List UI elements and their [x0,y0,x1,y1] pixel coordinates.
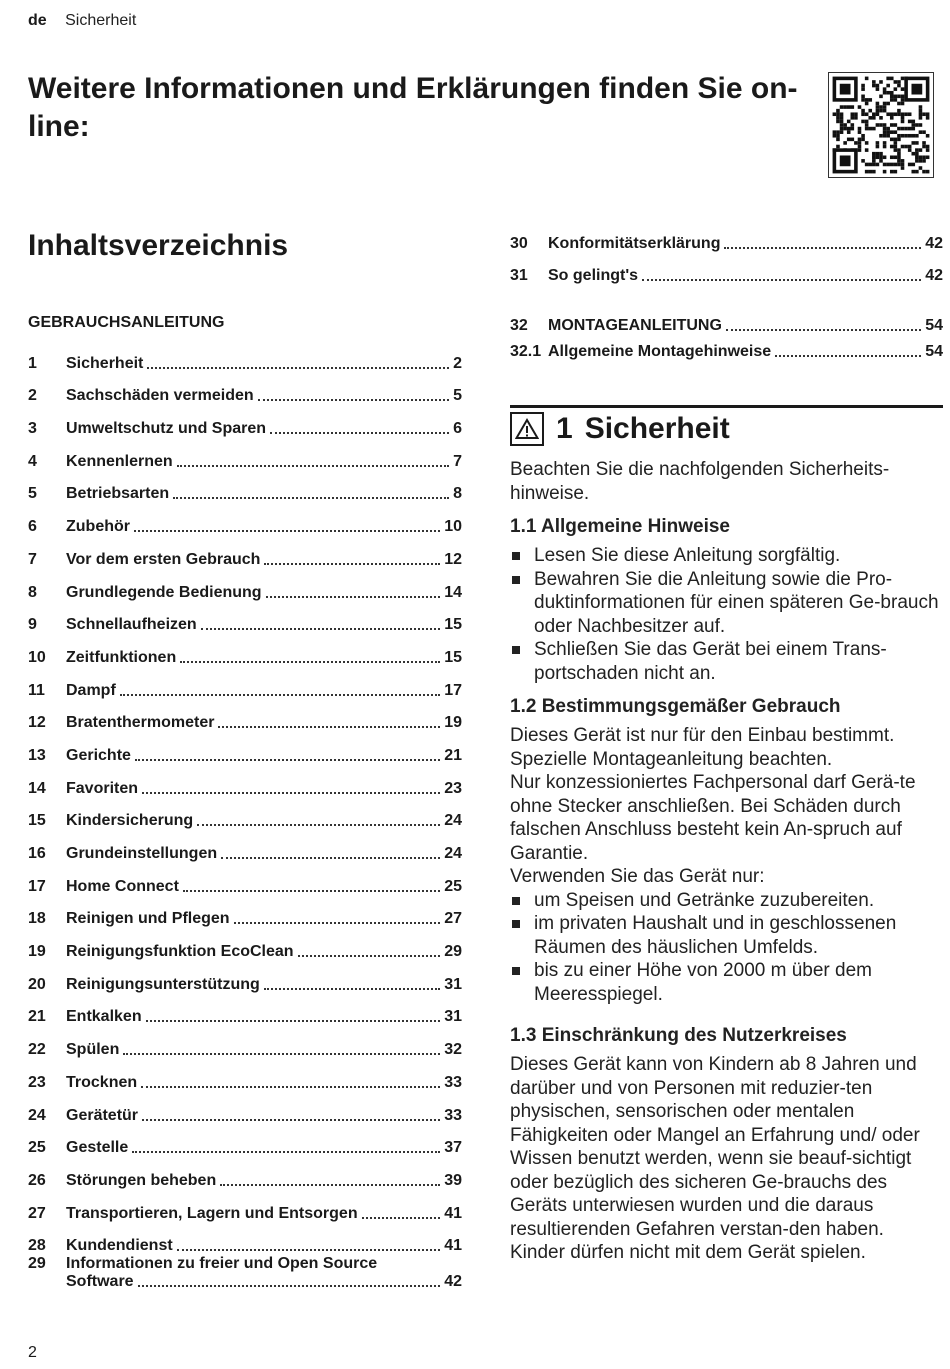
toc-title: Grundlegende Bedienung [66,583,262,601]
toc-title: Reinigungsunterstützung [66,975,260,993]
section-body [510,458,943,1265]
toc-number: 1 [28,354,37,372]
toc-leader [642,279,921,281]
toc-title: Sicherheit [66,354,144,372]
toc-row[interactable] [28,994,462,1027]
toc-title: Umweltschutz und Sparen [66,420,267,438]
toc-title: Gestelle [66,1139,129,1157]
toc-row[interactable] [28,1026,462,1059]
toc-page: 27 [444,910,462,928]
toc-number: 29 [28,1255,46,1273]
toc-leader [221,857,440,859]
toc-leader [142,792,440,794]
paragraph: Nur konzessioniertes Fachpersonal darf Gerä-te ohne Stecker anschließen. Bei Schäden durch falschen Anschluss besteht kein An-spruch auf Garantie. [510,772,916,864]
toc-title: Betriebsarten [66,485,170,503]
warning-icon [510,412,544,446]
toc-subtitle: GEBRAUCHSANLEITUNG [28,314,225,331]
toc-row[interactable] [28,830,462,863]
toc-row[interactable] [28,1125,462,1158]
toc-row[interactable] [28,602,462,635]
toc-row[interactable] [28,896,462,929]
paragraph: Dieses Gerät kann von Kindern ab 8 Jahren und darüber und von Personen mit reduzier-ten physischen, sensorischen oder mentalen Fähigkeiten oder Mangel an Erfahrung und/ oder Wissen benutzt werden, wenn sie beauf-sichtigt oder bezüglich des sicheren Ge-brauchs des Geräts unterwiesen wurden und die daraus resultierenden Gefahren verstan-den haben. [510,1054,920,1240]
toc-row[interactable] [28,1190,462,1223]
toc-leader [270,432,449,434]
toc-title: Bratenthermometer [66,714,215,732]
toc-leader [147,367,449,369]
toc-title: Kundendienst [66,1237,173,1255]
toc-leader [197,824,440,826]
toc-title: Gerätetür [66,1106,139,1124]
toc-number: 28 [28,1237,46,1255]
toc-leader [264,988,440,990]
toc-title: Gerichte [66,746,131,764]
toc-page: 8 [453,485,462,503]
toc-row[interactable] [28,634,462,667]
toc-page: 6 [453,420,462,438]
toc-number: 32 [510,317,528,335]
toc-row[interactable] [28,471,462,504]
toc-list [28,340,462,1255]
toc-row[interactable] [28,405,462,438]
toc-page: 19 [444,714,462,732]
toc-title: Inhaltsverzeichnis [28,229,289,262]
toc-page: 24 [444,812,462,830]
toc-number: 24 [28,1106,46,1124]
list-item: Bewahren Sie die Anleitung sowie die Pro-duktinformationen für einen späteren Ge-brauch oder Nachbesitzer auf. [510,568,943,639]
toc-number: 4 [28,452,37,470]
toc-row[interactable] [28,438,462,471]
toc-page: 5 [453,387,462,405]
toc-title: Kindersicherung [66,812,194,830]
toc-number: 15 [28,812,46,830]
list-item: Lesen Sie diese Anleitung sorgfältig. [510,544,943,568]
toc-page: 29 [444,943,462,961]
toc-number: 3 [28,420,37,438]
toc-number: 27 [28,1204,46,1222]
language-code: de [28,12,47,29]
toc-title: Sachschäden vermeiden [66,387,254,405]
toc-leader [135,759,440,761]
online-info-heading: Weitere Informationen und Erklärungen finden Sie on-line: [28,72,798,143]
toc-number: 22 [28,1041,46,1059]
toc-number: 5 [28,485,37,503]
toc-title-line2: Software [66,1273,134,1291]
toc-page: 42 [925,234,943,252]
toc-number: 26 [28,1171,46,1189]
toc-number: 17 [28,877,46,895]
subsection-heading: 1.3 Einschränkung des Nutzerkreises [510,1025,847,1046]
toc-title: Kennenlernen [66,452,173,470]
toc-list [510,220,943,285]
toc-number: 12 [28,714,46,732]
toc-row[interactable] [28,765,462,798]
section-title: Sicherheit [584,412,730,445]
toc-number: 31 [510,267,528,285]
toc-page: 2 [453,354,462,372]
toc-page: 31 [444,1008,462,1026]
toc-page: 33 [444,1106,462,1124]
toc-title: Konformitätserklärung [548,234,721,252]
toc-row[interactable] [28,536,462,569]
toc-page: 37 [444,1139,462,1157]
toc-title: Favoriten [66,779,139,797]
toc-number: 2 [28,387,37,405]
toc-row[interactable] [28,503,462,536]
toc-left-column [28,220,462,1301]
toc-row[interactable] [28,569,462,602]
running-section-title: Sicherheit [65,12,137,29]
toc-leader [142,1119,440,1121]
toc-number: 19 [28,943,46,961]
intro-text: Beachten Sie die nachfolgenden Sicherheits-hinweise. [510,459,890,504]
toc-page: 25 [444,877,462,895]
toc-page: 15 [444,616,462,634]
toc-row[interactable] [28,928,462,961]
toc-number: 10 [28,648,46,666]
subsection-heading: 1.2 Bestimmungsgemäßer Gebrauch [510,696,841,717]
page-number: 2 [28,1344,37,1361]
toc-leader [180,661,440,663]
toc-number: 14 [28,779,46,797]
toc-number: 11 [28,681,45,699]
toc-title: Grundeinstellungen [66,845,218,862]
toc-row[interactable] [28,1157,462,1190]
toc-number: 13 [28,746,46,764]
toc-title-line1: Informationen zu freier und Open Source [66,1255,378,1273]
toc-page: 7 [453,452,462,470]
toc-number: 6 [28,518,37,536]
qr-code-icon[interactable] [828,72,934,178]
toc-title: Transportieren, Lagern und Entsorgen [66,1204,358,1222]
toc-row[interactable] [28,863,462,896]
toc-page: 12 [444,550,462,568]
toc-title: Trocknen [66,1073,138,1091]
toc-number: 25 [28,1139,46,1157]
toc-page: 10 [444,518,462,536]
bullet-list [510,889,943,1007]
page-header [28,12,136,30]
toc-row[interactable] [28,732,462,765]
list-item: bis zu einer Höhe von 2000 m über dem Meeresspiegel. [510,959,943,1006]
toc-page: 54 [925,317,943,335]
toc-leader [146,1020,441,1022]
toc-page: 14 [444,583,462,601]
toc-leader [362,1217,441,1219]
toc-leader [218,726,440,728]
toc-number: 21 [28,1008,46,1026]
toc-title: Spülen [66,1041,120,1059]
toc-row[interactable] [28,1255,462,1301]
toc-leader [264,563,440,565]
toc-page: 42 [444,1273,462,1291]
toc-title: So gelingt's [548,267,639,285]
toc-page: 42 [925,267,943,285]
toc-leader [177,465,449,467]
toc-row[interactable] [510,220,943,253]
toc-row[interactable] [28,1223,462,1256]
toc-title: Zeitfunktionen [66,648,177,666]
toc-title: Dampf [66,681,116,699]
toc-title: Reinigen und Pflegen [66,910,230,928]
toc-leader [258,399,449,401]
toc-page: 32 [444,1041,462,1059]
toc-number: 7 [28,550,37,568]
toc-title: Schnellaufheizen [66,616,197,634]
paragraph: Dieses Gerät ist nur für den Einbau bestimmt. Spezielle Montageanleitung beachten. [510,725,895,770]
toc-leader [138,1285,441,1287]
toc-title: Störungen beheben [66,1171,217,1189]
toc-title: Vor dem ersten Gebrauch [66,550,261,568]
paragraph: Kinder dürfen nicht mit dem Gerät spielen. [510,1242,866,1263]
list-item: Schließen Sie das Gerät bei einem Trans-portschaden nicht an. [510,638,943,685]
toc-leader [120,694,440,696]
toc-page: 33 [444,1073,462,1091]
toc-number: 23 [28,1073,46,1091]
list-item: um Speisen und Getränke zuzubereiten. [510,889,943,913]
toc-number: 20 [28,975,46,993]
toc-leader [726,329,921,331]
toc-row[interactable] [28,340,462,373]
toc-number: 32.1 [510,343,542,361]
toc-page: 21 [444,746,462,764]
toc-leader [132,1151,440,1153]
toc-leader [234,922,441,924]
toc-page: 54 [925,343,943,361]
toc-leader [724,247,921,249]
toc-title: Zubehör [66,518,130,536]
toc-page: 17 [444,681,462,699]
paragraph: Verwenden Sie das Gerät nur: [510,866,765,887]
toc-row[interactable] [28,667,462,700]
toc-leader [173,497,449,499]
section-heading [510,405,943,446]
toc-number: 30 [510,234,528,252]
toc-title: Allgemeine Montagehinweise [548,343,772,361]
toc-leader [123,1053,440,1055]
toc-row[interactable] [28,961,462,994]
toc-leader [177,1249,441,1251]
toc-leader [266,596,441,598]
toc-row[interactable] [28,700,462,733]
toc-page: 41 [444,1204,462,1222]
toc-row[interactable] [28,1059,462,1092]
toc-number: 16 [28,845,46,862]
toc-leader [141,1086,440,1088]
toc-page: 31 [444,975,462,993]
toc-row[interactable] [510,335,943,361]
toc-title: MONTAGEANLEITUNG [548,317,722,335]
toc-title: Entkalken [66,1008,142,1026]
toc-row[interactable] [28,373,462,406]
toc-leader [134,530,440,532]
toc-leader [775,355,921,357]
toc-row[interactable] [28,798,462,831]
toc-list [510,309,943,361]
subsection-heading: 1.1 Allgemeine Hinweise [510,516,730,537]
toc-title: Reinigungsfunktion EcoClean [66,943,294,961]
toc-page: 39 [444,1171,462,1189]
toc-page: 24 [444,845,462,862]
toc-leader [201,628,441,630]
toc-row[interactable] [510,309,943,335]
toc-row[interactable] [28,1092,462,1125]
toc-leader [298,955,441,957]
list-item: im privaten Haushalt und in geschlossenen Räumen des häuslichen Umfelds. [510,912,943,959]
toc-right-column [510,220,943,361]
toc-page: 23 [444,779,462,797]
toc-title: Home Connect [66,877,179,895]
toc-number: 8 [28,583,37,601]
toc-number: 9 [28,616,37,634]
toc-number: 18 [28,910,46,928]
toc-row[interactable] [510,253,943,286]
section-number: 1 [556,412,573,445]
toc-page: 41 [444,1237,462,1255]
toc-page: 15 [444,648,462,666]
bullet-list [510,544,943,685]
toc-leader [183,890,440,892]
toc-leader [220,1184,440,1186]
